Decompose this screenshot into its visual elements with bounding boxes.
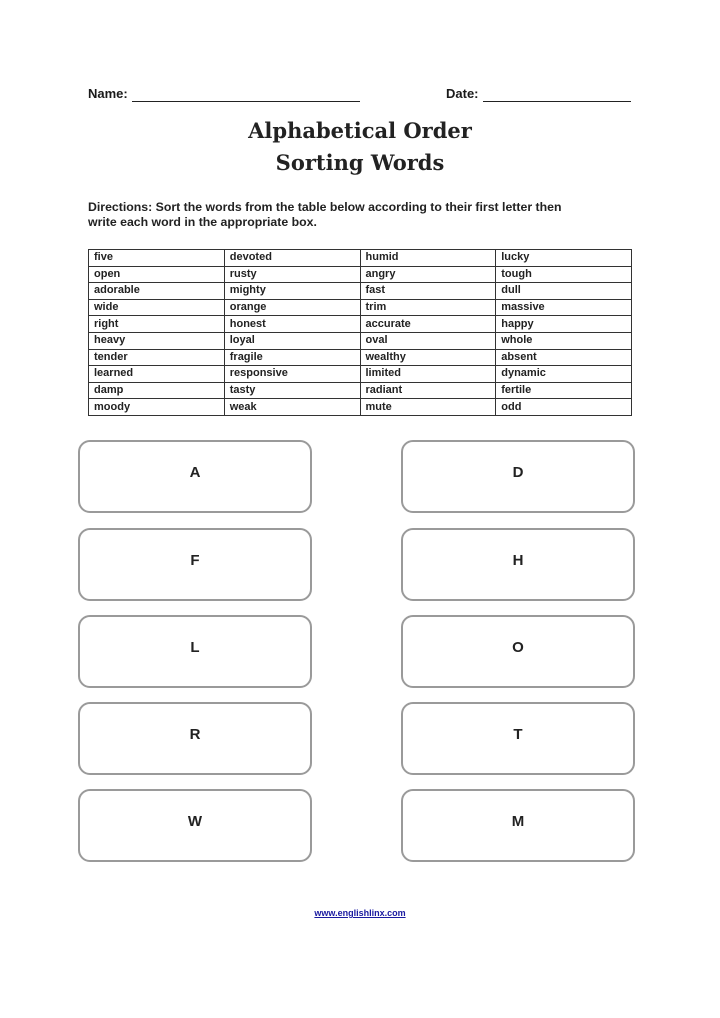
table-cell: fertile <box>496 382 632 399</box>
table-cell: limited <box>360 366 496 383</box>
box-letter: W <box>187 813 203 830</box>
directions <box>88 200 628 230</box>
footer-link[interactable]: www.englishlinx.com <box>314 908 406 918</box>
box-letter: T <box>513 726 523 743</box>
table-cell: wide <box>89 299 225 316</box>
table-cell: fast <box>360 283 496 300</box>
table-row <box>89 349 632 366</box>
table-cell: open <box>89 266 225 283</box>
box-letter: D <box>512 464 524 481</box>
date-line <box>483 101 631 102</box>
table-cell: whole <box>496 332 632 349</box>
letter-box-a <box>78 440 312 513</box>
table-row <box>89 366 632 383</box>
name-label: Name: <box>88 86 128 101</box>
table-cell: orange <box>224 299 360 316</box>
table-cell: honest <box>224 316 360 333</box>
table-cell: rusty <box>224 266 360 283</box>
table-cell: massive <box>496 299 632 316</box>
box-letter: L <box>190 639 200 656</box>
box-letter: M <box>511 813 525 830</box>
name-line <box>132 101 360 102</box>
table-cell: tough <box>496 266 632 283</box>
table-row <box>89 299 632 316</box>
letter-box-l <box>78 615 312 688</box>
title-line-1: Alphabetical Order <box>248 118 472 143</box>
table-cell: devoted <box>224 250 360 267</box>
table-row <box>89 332 632 349</box>
box-letter: R <box>189 726 201 743</box>
title-line-2: Sorting Words <box>275 150 445 175</box>
box-letter: H <box>512 552 524 569</box>
table-cell: accurate <box>360 316 496 333</box>
word-table <box>88 249 632 416</box>
table-cell: loyal <box>224 332 360 349</box>
table-cell: odd <box>496 399 632 416</box>
table-cell: fragile <box>224 349 360 366</box>
table-cell: mighty <box>224 283 360 300</box>
letter-box-h <box>401 528 635 601</box>
table-cell: damp <box>89 382 225 399</box>
table-cell: mute <box>360 399 496 416</box>
table-cell: moody <box>89 399 225 416</box>
table-row <box>89 382 632 399</box>
table-cell: oval <box>360 332 496 349</box>
directions-line-2: write each word in the appropriate box. <box>88 215 317 229</box>
directions-line-1: Directions: Sort the words from the table below according to their first letter then <box>88 200 562 214</box>
letter-box-o <box>401 615 635 688</box>
table-cell: heavy <box>89 332 225 349</box>
table-row <box>89 250 632 267</box>
table-cell: tender <box>89 349 225 366</box>
letter-box-m <box>401 789 635 862</box>
letter-box-d <box>401 440 635 513</box>
table-cell: weak <box>224 399 360 416</box>
table-cell: right <box>89 316 225 333</box>
table-cell: dull <box>496 283 632 300</box>
table-cell: angry <box>360 266 496 283</box>
table-cell: learned <box>89 366 225 383</box>
date-label: Date: <box>446 86 479 101</box>
box-letter: O <box>512 639 524 656</box>
table-cell: tasty <box>224 382 360 399</box>
table-cell: dynamic <box>496 366 632 383</box>
table-cell: radiant <box>360 382 496 399</box>
letter-box-w <box>78 789 312 862</box>
table-cell: happy <box>496 316 632 333</box>
box-letter: A <box>189 464 201 481</box>
header-row <box>88 86 633 106</box>
table-cell: trim <box>360 299 496 316</box>
table-cell: lucky <box>496 250 632 267</box>
table-cell: adorable <box>89 283 225 300</box>
table-row <box>89 399 632 416</box>
table-row <box>89 283 632 300</box>
table-cell: wealthy <box>360 349 496 366</box>
letter-box-r <box>78 702 312 775</box>
table-cell: responsive <box>224 366 360 383</box>
table-cell: humid <box>360 250 496 267</box>
table-cell: five <box>89 250 225 267</box>
letter-box-t <box>401 702 635 775</box>
table-row <box>89 266 632 283</box>
table-cell: absent <box>496 349 632 366</box>
table-row <box>89 316 632 333</box>
box-letter: F <box>190 552 200 569</box>
letter-box-f <box>78 528 312 601</box>
